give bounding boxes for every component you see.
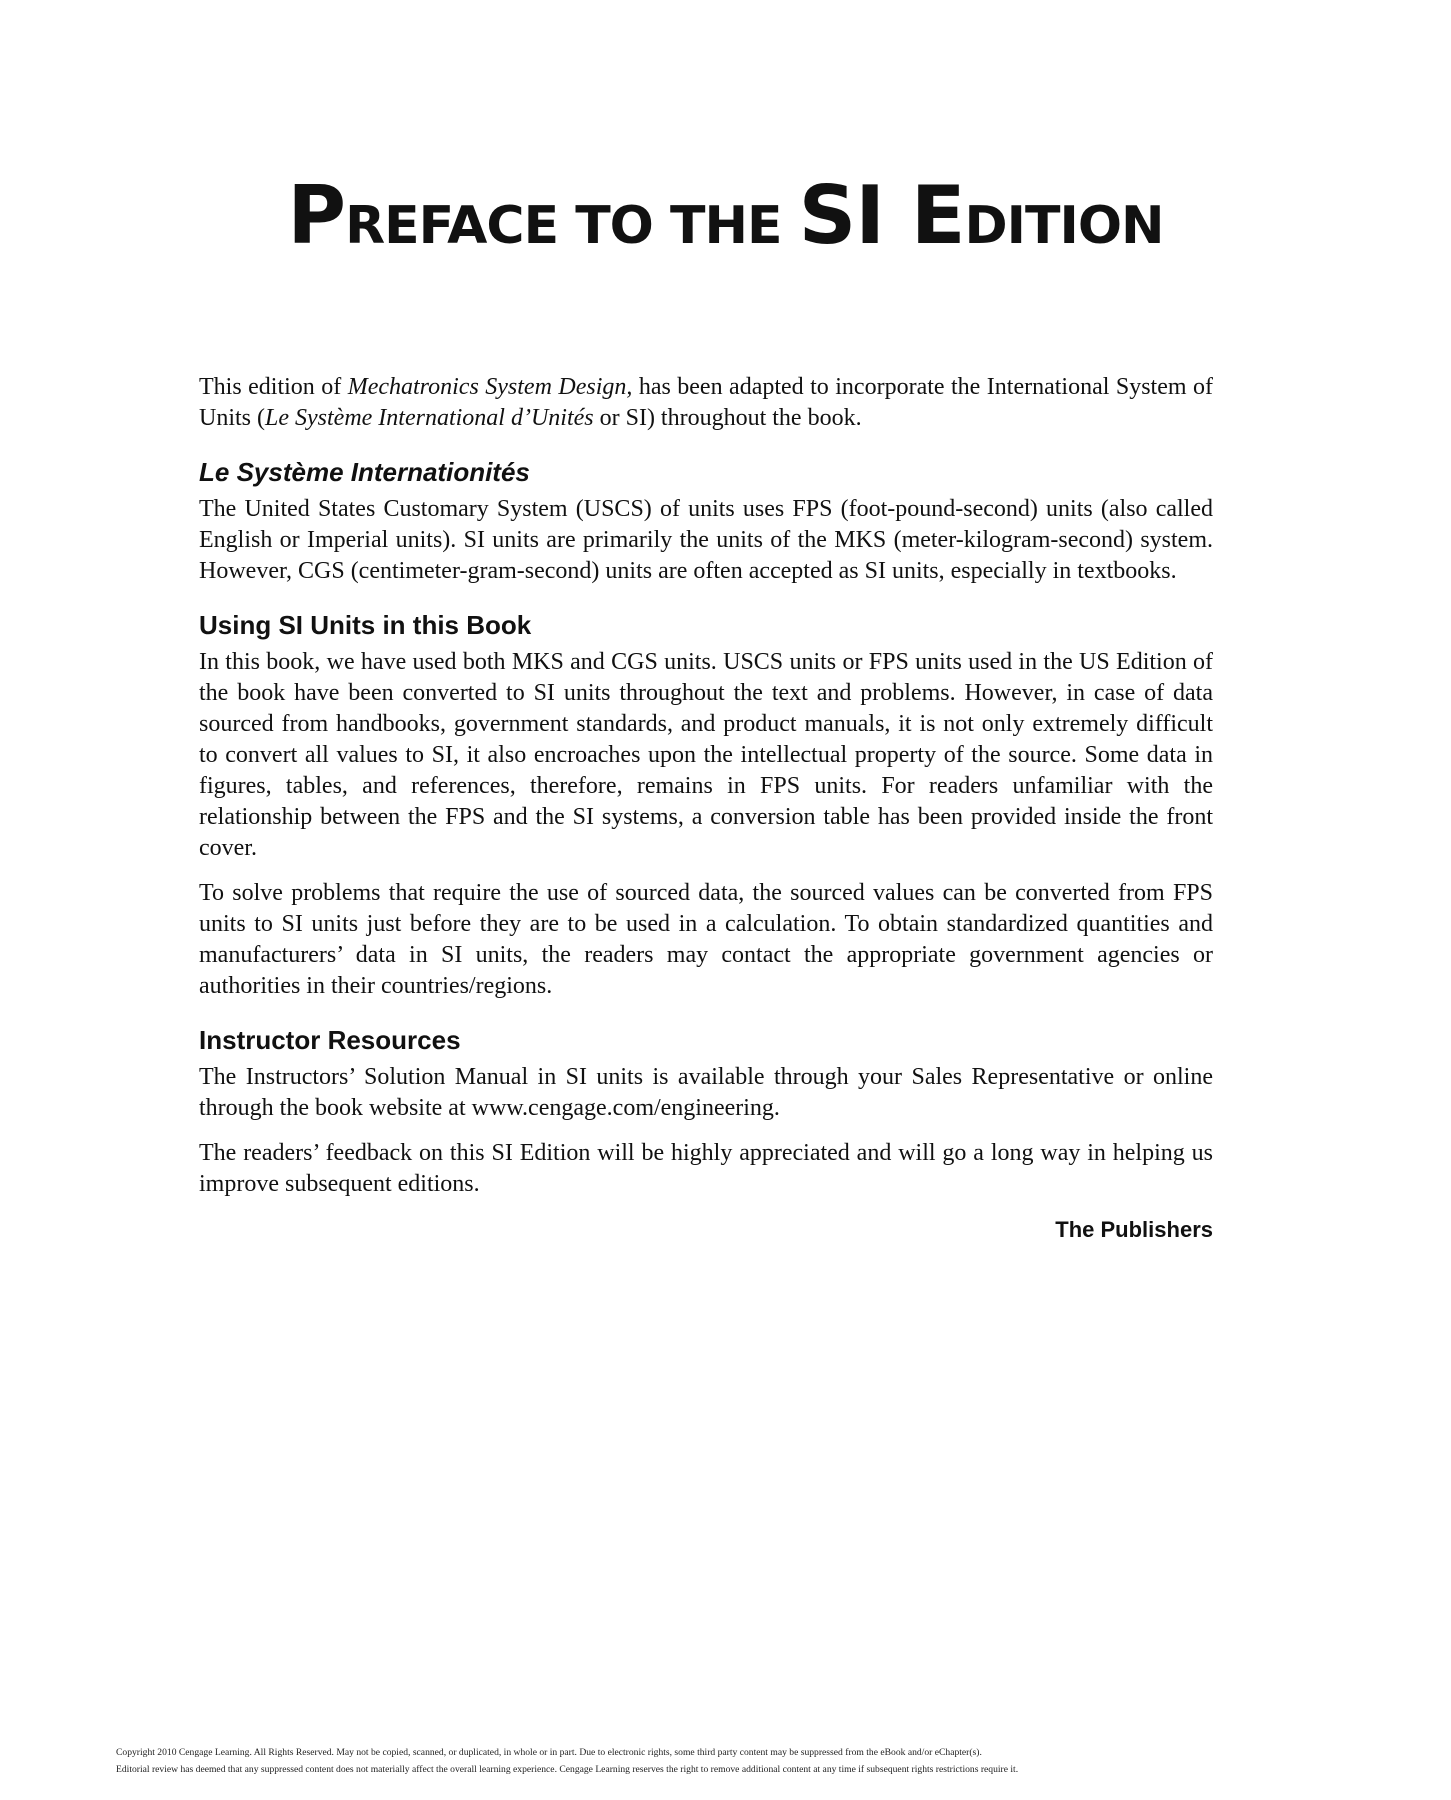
- intro-french-name: Le Système International d’Unités: [265, 405, 594, 431]
- section-heading-instructor-resources: Instructor Resources: [199, 1025, 461, 1055]
- section-paragraph-instructor-resources-2: The readers’ feedback on this SI Edition will be highly appreciated and will go a long way in helping us improve subsequent editions.: [199, 1140, 1213, 1197]
- title-text-part-2: DITION: [964, 196, 1164, 256]
- copyright-line-1: Copyright 2010 Cengage Learning. All Rights Reserved. May not be copied, scanned, or duplicated, in whole or in part. Due to electronic rights, some third party content may be suppressed from the eBook and/or eChapter(s).: [116, 1747, 982, 1758]
- intro-paragraph: [199, 372, 1213, 434]
- title-initial-p: P: [287, 169, 346, 262]
- copyright-notice: [116, 1744, 1336, 1778]
- intro-text-after: or SI) throughout the book.: [593, 405, 862, 431]
- copyright-line-2: Editorial review has deemed that any suppressed content does not materially affect the overall learning experience. Cengage Learning reserves the right to remove additional content at any time if subsequent rights restrictions require it.: [116, 1764, 1019, 1775]
- section-paragraph-instructor-resources-1: The Instructors’ Solution Manual in SI units is available through your Sales Representative or online through the book website at www.cengage.com/engineering.: [199, 1064, 1213, 1121]
- section-heading-using-si-units: Using SI Units in this Book: [199, 610, 532, 640]
- preface-body: [199, 372, 1213, 1245]
- page-title: [0, 169, 1451, 262]
- section-paragraph-using-si-units-1: In this book, we have used both MKS and CGS units. USCS units or FPS units used in the US Edition of the book have been converted to SI units throughout the text and problems. However, in case of data sourced from handbooks, government standards, and product manuals, it is not only extremely difficult to convert all values to SI, it also encroaches upon the intellectual property of the source. Some data in figures, tables, and references, therefore, remains in FPS units. For readers unfamiliar with the relationship between the FPS and the SI systems, a conversion table has been provided inside the front cover.: [199, 649, 1213, 861]
- section-paragraph-using-si-units-2: To solve problems that require the use of sourced data, the sourced values can be converted from FPS units to SI units just before they are to be used in a calculation. To obtain standardized quantities and manufacturers’ data in SI units, the readers may contact the appropriate government agencies or authorities in their countries/regions.: [199, 880, 1213, 999]
- intro-text-before: This edition of: [199, 374, 348, 400]
- intro-text-middle: has been adapted to incorporate the International System of Units (: [199, 374, 1213, 431]
- section-paragraph-le-systeme-1: The United States Customary System (USCS) of units uses FPS (foot-pound-second) units (also called English or Imperial units). SI units are primarily the units of the MKS (meter-kilogram-second) system. However, CGS (centimeter-gram-second) units are often accepted as SI units, especially in textbooks.: [199, 496, 1213, 584]
- title-text-part-1: REFACE TO THE: [345, 196, 799, 256]
- section-heading-le-systeme: Le Système Internationités: [199, 457, 530, 487]
- title-initial-si-e: SI E: [798, 169, 965, 262]
- intro-book-title: Mechatronics System Design,: [347, 374, 633, 400]
- signature: The Publishers: [1055, 1217, 1213, 1242]
